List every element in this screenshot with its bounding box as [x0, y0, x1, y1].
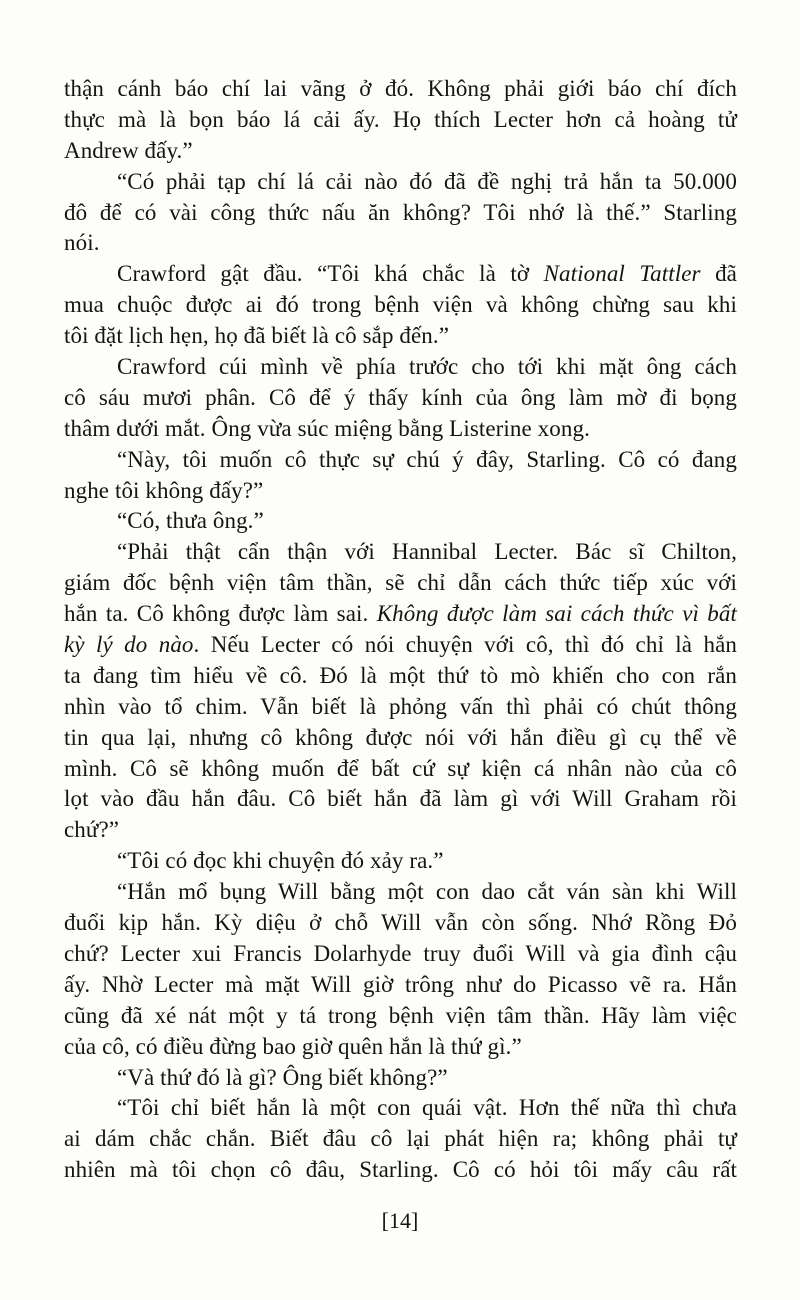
text-line: [64, 1001, 737, 1032]
text-line: [64, 970, 737, 1001]
text-line: [64, 383, 737, 414]
italic-text-segment: National Tattler: [543, 261, 701, 287]
text-line: [64, 568, 737, 599]
body-text: [64, 74, 737, 1186]
text-line: [64, 321, 737, 352]
text-segment: đô để có vài công thức nấu ăn không? Tôi nhớ là thế.” Starling: [64, 199, 737, 225]
text-line: [64, 784, 737, 815]
text-line: [64, 1093, 737, 1124]
text-line: [64, 259, 737, 290]
text-line: [64, 877, 737, 908]
text-line: [64, 167, 737, 198]
text-line: [64, 939, 737, 970]
text-segment: chứ? Lecter xui Francis Dolarhyde truy đuổi Will và gia đình cậu: [64, 940, 737, 966]
text-segment: “Tôi chỉ biết hắn là một con quái vật. Hơn thế nữa thì chưa: [117, 1095, 737, 1121]
text-line: [64, 754, 737, 785]
text-line: [64, 506, 737, 537]
text-segment: Crawford cúi mình về phía trước cho tới khi mặt ông cách: [117, 354, 737, 380]
text-segment: nhiên mà tôi chọn cô đâu, Starling. Cô có hỏi tôi mấy câu rất: [64, 1157, 737, 1183]
text-line: [64, 908, 737, 939]
text-line: [64, 661, 737, 692]
text-line: [64, 74, 737, 105]
text-segment: của cô, có điều đừng bao giờ quên hắn là thứ gì.”: [64, 1033, 522, 1059]
text-line: [64, 692, 737, 723]
text-line: [64, 228, 737, 259]
text-line: [64, 846, 737, 877]
text-segment: giám đốc bệnh viện tâm thần, sẽ chỉ dẫn cách thức tiếp xúc với: [64, 570, 737, 596]
text-segment: “Tôi có đọc khi chuyện đó xảy ra.”: [117, 848, 444, 874]
text-segment: “Và thứ đó là gì? Ông biết không?”: [117, 1064, 448, 1090]
text-line: [64, 352, 737, 383]
text-segment: thận cánh báo chí lai vãng ở đó. Không phải giới báo chí đích: [64, 76, 737, 101]
italic-text-segment: Không được làm sai cách thức vì bất: [376, 601, 738, 627]
text-segment: cũng đã xé nát một y tá trong bệnh viện tâm thần. Hãy làm việc: [64, 1002, 737, 1028]
text-segment: hắn ta. Cô không được làm sai.: [64, 601, 377, 627]
text-segment: “Này, tôi muốn cô thực sự chú ý đây, Starling. Cô có đang: [117, 446, 737, 472]
text-segment: Crawford gật đầu. “Tôi khá chắc là tờ: [117, 261, 544, 287]
text-line: [64, 599, 737, 630]
text-segment: nghe tôi không đấy?”: [64, 477, 264, 503]
text-segment: đuổi kịp hắn. Kỳ diệu ở chỗ Will vẫn còn sống. Nhớ Rồng Đỏ: [64, 910, 737, 936]
text-line: [64, 1124, 737, 1155]
text-segment: thực mà là bọn báo lá cải ấy. Họ thích Lecter hơn cả hoàng tử: [64, 106, 737, 132]
text-segment: “Phải thật cẩn thận với Hannibal Lecter. Bác sĩ Chilton,: [117, 539, 737, 565]
text-segment: chứ?”: [64, 817, 120, 843]
text-line: [64, 1032, 737, 1063]
text-line: [64, 476, 737, 507]
text-line: [64, 105, 737, 136]
text-segment: mình. Cô sẽ không muốn để bất cứ sự kiện cá nhân nào của cô: [64, 755, 737, 781]
text-line: [64, 198, 737, 229]
italic-text-segment: kỳ lý do nào: [64, 632, 194, 658]
text-segment: mua chuộc được ai đó trong bệnh viện và không chừng sau khi: [64, 292, 737, 318]
text-segment: ai dám chắc chắn. Biết đâu cô lại phát hiện ra; không phải tự: [64, 1126, 737, 1152]
text-segment: . Nếu Lecter có nói chuyện với cô, thì đó chỉ là hắn: [193, 632, 737, 658]
text-segment: nói.: [64, 230, 100, 256]
text-line: [64, 414, 737, 445]
text-line: [64, 136, 737, 167]
text-segment: cô sáu mươi phân. Cô để ý thấy kính của ông làm mờ đi bọng: [64, 384, 737, 410]
page-number: [14]: [381, 1208, 419, 1233]
text-line: [64, 1155, 737, 1186]
text-segment: lọt vào đầu hắn đâu. Cô biết hắn đã làm gì với Will Graham rồi: [64, 786, 737, 812]
text-segment: ta đang tìm hiểu về cô. Đó là một thứ tò mò khiến cho con rắn: [64, 662, 737, 688]
text-line: [64, 290, 737, 321]
text-segment: “Có phải tạp chí lá cải nào đó đã đề nghị trả hắn ta 50.000: [117, 168, 737, 194]
text-line: [64, 815, 737, 846]
text-segment: “Có, thưa ông.”: [117, 508, 264, 534]
text-segment: ấy. Nhờ Lecter mà mặt Will giờ trông như do Picasso vẽ ra. Hắn: [64, 971, 737, 997]
text-segment: Andrew đấy.”: [64, 137, 193, 163]
text-segment: tôi đặt lịch hẹn, họ đã biết là cô sắp đến.”: [64, 323, 450, 349]
text-line: [64, 445, 737, 476]
text-line: [64, 537, 737, 568]
text-line: [64, 1063, 737, 1094]
text-segment: thâm dưới mắt. Ông vừa súc miệng bằng Listerine xong.: [64, 415, 590, 441]
text-segment: tin qua lại, nhưng cô không được nói với hắn điều gì cụ thể về: [64, 724, 737, 750]
text-segment: đã: [700, 261, 737, 287]
text-segment: nhìn vào tổ chim. Vẫn biết là phỏng vấn thì phải có chút thông: [64, 693, 737, 719]
text-line: [64, 630, 737, 661]
text-segment: “Hắn mổ bụng Will bằng một con dao cắt ván sàn khi Will: [117, 879, 737, 905]
text-line: [64, 723, 737, 754]
